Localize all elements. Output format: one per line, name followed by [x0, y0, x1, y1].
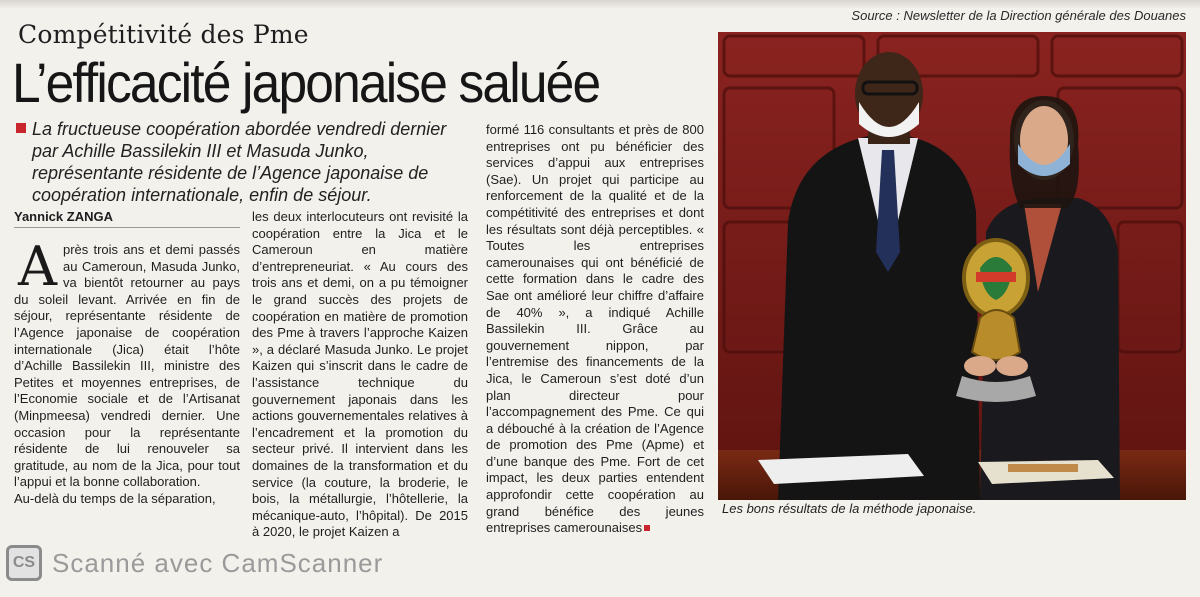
lead-rest: par Achille Bassilekin III et Masuda Junko, représentante résidente de l’Agence japonaise de coopération internationale, enfin de séjour. [32, 141, 429, 205]
col2-paragraph: les deux interlocuteurs ont revisité la coopération entre la Jica et le Cameroun en matière d’entrepreneuriat. « Au cours des trois ans et demi, on a pu témoigner le grand succès des projets de coopération en matière de promotion des Pme à travers l’approche Kaizen », a déclaré Masuda Junko. Le projet Kaizen qui s’inscrit dans le cadre de l’assistance technique du gouvernement japonais dans les actions gouvernementales relatives à l’encadrement et la promotion du secteur privé. Il intervient dans les domaines de la transformation et du service (la couture, la broderie, le bois, la métallurgie, l’hôtellerie, la mécanique-auto, l’hôpital). De 2015 à 2020, le projet Kaizen a [252, 209, 468, 540]
source-credit: Source : Newsletter de la Direction générale des Douanes [851, 8, 1186, 23]
article-column-2 [252, 209, 468, 541]
headline: L’efficacité japonaise saluée [12, 51, 600, 114]
photo-illustration [718, 32, 1186, 500]
section-kicker: Compétitivité des Pme [18, 20, 309, 49]
col1-paragraph-1: près trois ans et demi passés au Cameroun, Masuda Junko, va bientôt retourner au pays du soleil levant. Arrivée en fin de séjour, représentante résidente de l’Agence japonaise de coopération internationale (Jica) était l’hôte d’Achille Bassilekin III, ministre des Petites et moyennes entreprises, de l’Economie sociale et de l’Artisanat (Minpmeesa) vendredi dernier. Une occasion pour la représentante résidente de lui renouveler sa gratitude, au nom de la Jica, pour tout l’appui et la bonne collaboration. [14, 242, 240, 490]
col3-paragraph [486, 122, 704, 537]
col1-paragraph-2: Au-delà du temps de la séparation, [14, 490, 216, 506]
end-mark-icon [644, 525, 650, 531]
article-photo [718, 32, 1186, 500]
article-column-3 [486, 122, 704, 537]
lead-line-1: La fructueuse coopération abordée vendredi dernier [32, 119, 447, 139]
camscanner-logo-icon: CS [6, 545, 42, 581]
article-column-1 [14, 235, 240, 508]
scanner-watermark [6, 545, 383, 581]
lead-paragraph [16, 118, 476, 206]
lead-bullet-icon [16, 123, 26, 133]
byline-rule [14, 227, 240, 228]
author-byline: Yannick ZANGA [14, 209, 113, 224]
watermark-text: Scanné avec CamScanner [52, 547, 384, 578]
drop-cap: A [18, 235, 57, 298]
top-margin-strip [0, 0, 1200, 8]
photo-caption: Les bons résultats de la méthode japonaise. [722, 501, 977, 516]
col3-text: formé 116 consultants et près de 800 entreprises ont pu bénéficier des services d’appui aux entreprises (Sae). Un projet qui participe au renforcement de la qualité et de la compétitivité des entreprises et dont les résultats sont déjà perceptibles. « Toutes les entreprises camerounaises qui ont bénéficié de cette formation dans le cadre des Sae ont amélioré leur chiffre d’affaire de 40% », a indiqué Achille Bassilekin III. Grâce au gouvernement nippon, par l’entremise des financements de la Jica, le Cameroun s’est doté d’un plan directeur pour l’accompagnement des Pme. Ce qui a débouché à la création de l’Agence de promotion des Pme (Apme) et d’une banque des Pme. Fort de cet impact, les deux parties entendent approfondir cette coopération au grand bénéfice des jeunes entreprises camerounaises [486, 122, 704, 536]
